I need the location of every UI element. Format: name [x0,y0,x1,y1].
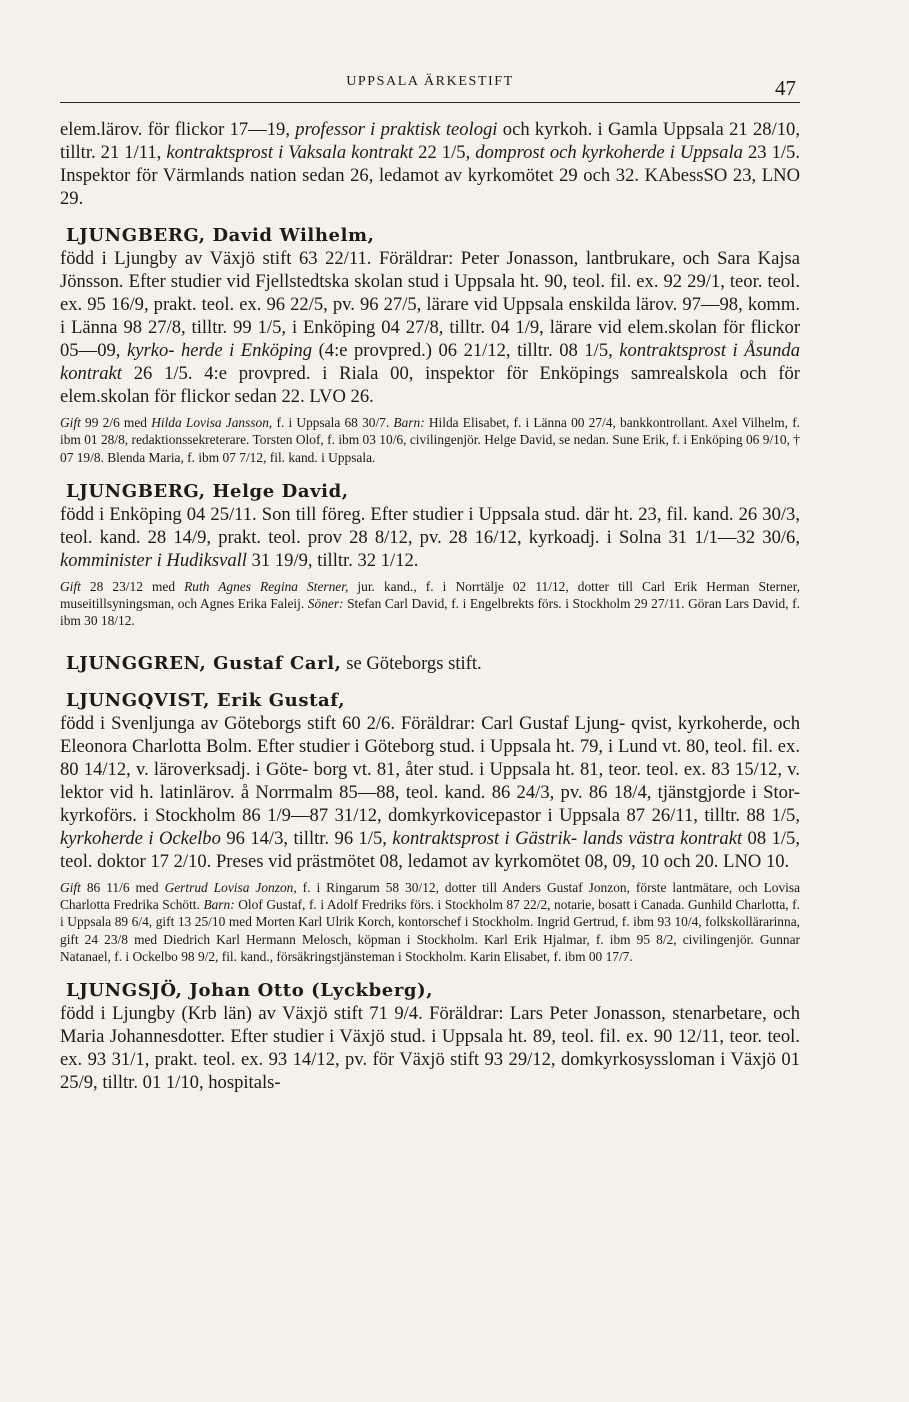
italic-text: Barn: [393,415,425,430]
text-run: 26 1/5. 4:e provpred. i Riala 00, inspektor för Enköpings samrealskola [121,363,728,384]
running-title: UPPSALA ÄRKESTIFT [346,74,514,89]
entry-heading: LJUNGBERG, David Wilhelm, [66,225,375,246]
text-run: ht. 89, teol. fil. ex. 90 12/11, teor. teol. ex. 93 31/1, prakt. teol. ex. 93 14/12, pv. för [60,1026,800,1071]
text-run: 06 9/10, † 07 19/8. Blenda Maria, f. ibm 07 7/12, fil. kand. i Uppsala. [60,432,800,465]
italic-text: Gift [60,879,81,895]
text-run: 99 2/6 med [80,415,152,430]
text-run: Stefan Carl David, f. i Engelbrekts förs. i Stockholm 29 27/11. Göran Lars David, f. [347,596,800,612]
text-run: qvist, kyrkoherde, och Eleonora Charlotta Bolm. Efter studier i Göteborg [60,712,800,757]
text-run: född i Enköping 04 25/11. Son till föreg. Efter studier i Uppsala stud. där [60,503,609,525]
entry-biography [60,712,800,873]
text-run: borg vt. 81, åter stud. i Uppsala ht. 81, teor. teol. ex. 83 15/12, v. lektor vid h. [60,758,800,803]
continuation-text [60,118,800,210]
entry-biography [60,503,800,572]
text-run: Uppsala 21 28/10, tilltr. 21 1/11, [60,119,800,163]
italic-text: kontraktsprost i Gästrik- [392,827,578,849]
text-run: f. i Länna 00 27/4, bankkontrollant. Axel Vilhelm, f. ibm 01 28/8, redaktionssekreterare. [60,415,801,448]
text-run: jur. kand., f. i Norrtälje 02 11/12, dotter [348,578,609,594]
text-run: Melosch, köpman i Stockholm. Karl Erik Hjalmar, f. ibm 95 8/2, civilingenjör. Gunnar [301,931,800,947]
italic-text: kyrko- [126,340,175,361]
text-run: ibm 30 18/12. [60,613,135,629]
cross-reference: se Göteborgs stift. [346,652,482,674]
entry-heading: LJUNGSJÖ, Johan Otto (Lyckberg), [66,980,434,1002]
italic-text: Söner: [307,596,344,612]
entry-biography [60,1002,800,1094]
italic-text: kontraktsprost i Åsunda [619,340,800,361]
page-content [60,118,800,1094]
text-run: 08 1/5, teol. doktor 17 2/10. Preses vid prästmötet 08, [60,827,800,872]
text-run: kyrkoadj. i Solna 31 1/1—32 30/6, [528,526,800,548]
italic-text: domprost [475,142,545,163]
text-run: Natanael, f. i Ockelbo 98 9/2, fil. kand., försäkringstjänsteman i Stockholm. Karin Elisabet, [60,948,551,964]
text-run: f. i Adolf Fredriks förs. i Stockholm 87 22/2, notarie, bosatt i Canada. Gunhild Charlotta, f. i [60,897,800,930]
text-run: född i Ljungby (Krb län) av Växjö stift 71 9/4. Föräldrar: Lars Peter Jonasson, [60,1003,666,1025]
italic-text: professor i praktisk teologi [295,119,498,140]
text-run: Gustaf Jonzon, förste lantmätare, och Lovisa Charlotta Fredrika Schött. [60,879,801,913]
entry-heading: LJUNGQVIST, Erik Gustaf, [66,689,346,711]
text-run: 28 23/12 med [80,578,185,594]
text-run: Uppsala 89 6/4, gift 13 25/10 med Morten Karl Ulrik Korch, kontorschef i Stockholm. [67,914,534,930]
entry-ljungberg-helge [60,480,800,630]
text-run: Växjö stift 93 29/12, domkyrkosyssloman i Växjö 01 25/9, tilltr. 01 1/10, hospitals- [60,1049,801,1094]
entry-ljungberg-david [60,224,800,466]
running-head [60,68,800,103]
text-run: 23 1/5. Inspektor för Värmlands nation sedan 26, [60,142,800,186]
italic-text: kyrkoherde i Ockelbo [60,827,221,849]
text-run: Hilda Elisabet, [424,415,510,430]
text-run: 86 11/6 med [80,879,165,895]
text-run: och för elem.skolan för flickor sedan 22. LVO 26. [60,363,800,407]
text-run: (4:e provpred.) 06 21/12, tilltr. 08 1/5, [312,340,620,361]
family-note [60,414,800,466]
italic-text: kontrakt [60,363,122,384]
text-run: stenarbetare, och Maria Johannesdotter. Efter studier i Växjö stud. i Uppsala [60,1003,800,1048]
text-run: elem.lärov. för flickor 17—19, [60,119,296,140]
entry-ljunggren-gustaf [60,652,800,675]
text-run: och Sara Kajsa Jönsson. Efter studier vid Fjellstedtska skolan stud i Uppsala [60,248,800,292]
text-run: stud. i Uppsala ht. 79, i Lund vt. 80, teol. fil. ex. 80 14/12, v. läroverksadj. i Göte- [60,735,800,780]
italic-text: komminister i Hudiksvall [60,549,247,571]
italic-text: Hilda Lovisa Jansson, [151,415,273,430]
text-run: f. i Uppsala 68 30/7. [272,415,394,430]
page-number: 47 [775,76,796,100]
italic-text: Gift [60,415,81,430]
text-run: född i Ljungby av Växjö stift 63 22/11. Föräldrar: Peter Jonasson, lantbrukare, [60,248,676,269]
italic-text: och kyrkoherde i Uppsala [549,142,743,163]
text-run: i Enköping 04 27/8, tilltr. 04 1/9, lärare vid elem.skolan för flickor 05—09, [60,317,801,361]
text-run: Olof Gustaf, [234,897,306,913]
text-run: lärare vid Uppsala enskilda lärov. 97—98, komm. i Länna 98 27/8, tilltr. 99 1/5, [60,294,800,338]
continuation-paragraph [60,118,800,210]
italic-text: herde i Enköping [180,340,313,361]
text-run: f. ibm 00 17/7. [553,948,633,964]
entry-heading: LJUNGBERG, Helge David, [66,480,349,502]
text-run: Ingrid Gertrud, f. ibm 93 10/4, folkskollärarinna, gift 24 23/8 med Diedrich Karl Hermann [60,914,800,947]
text-run: kyrkoförs. i Stockholm 86 1/9—87 31/12, domkyrkovicepastor i Uppsala 87 26/11, [60,804,698,826]
italic-text: Gertrud Lovisa Jonzon, [164,879,297,895]
italic-text: kontraktsprost i Vaksala kontrakt [166,142,414,163]
italic-text: Barn: [203,897,235,913]
text-run: ledamot av kyrkomötet 08, 09, 10 och 20. LNO 10. [407,850,790,872]
entry-heading: LJUNGGREN, Gustaf Carl, [66,652,342,674]
text-run: och kyrkoh. i Gamla [497,119,658,140]
entry-biography [60,247,800,408]
text-run: ledamot av kyrkomötet 29 och 32. KAbessSO 23, LNO 29. [60,165,801,209]
text-run: ht. 90, teol. fil. ex. 92 29/1, teor. teol. ex. 95 16/9, prakt. teol. ex. 96 22/5, pv. 96 27/5, [60,271,800,315]
text-run: till Carl Erik Herman Sterner, museitillsyningsman, och Agnes Erika Faleij. [60,578,800,612]
italic-text: Ruth Agnes Regina Sterner, [184,578,349,594]
italic-text: Gift [60,578,81,594]
italic-text: lands västra kontrakt [582,827,743,849]
text-run: 31 19/9, tilltr. 32 1/12. [246,549,419,571]
text-run: tilltr. 88 1/5, [704,804,800,826]
text-run: ht. 23, fil. kand. 26 30/3, teol. kand. 28 14/9, prakt. teol. prov 28 8/12, pv. 28 16/12, [60,503,800,548]
text-run: latinlärov. å Norrmalm 85—88, teol. kand. 86 24/3, pv. 86 18/4, tjänstgjorde i Stor- [159,781,800,803]
text-run: 96 14/3, tilltr. 96 1/5, [220,827,393,849]
family-note [60,578,800,630]
family-note [60,879,800,965]
text-run: 22 1/5, [413,142,476,163]
entry-ljungsjo-johan [60,979,800,1094]
text-run: f. i Ringarum 58 30/12, dotter till Anders [296,879,541,895]
text-run: född i Svenljunga av Göteborgs stift 60 2/6. Föräldrar: Carl Gustaf Ljung- [60,712,626,734]
text-run: Torsten Olof, f. ibm 03 10/6, civilingenjör. Helge David, se nedan. Sune Erik, f. i Enköping [252,432,743,448]
entry-ljungqvist-erik [60,689,800,965]
